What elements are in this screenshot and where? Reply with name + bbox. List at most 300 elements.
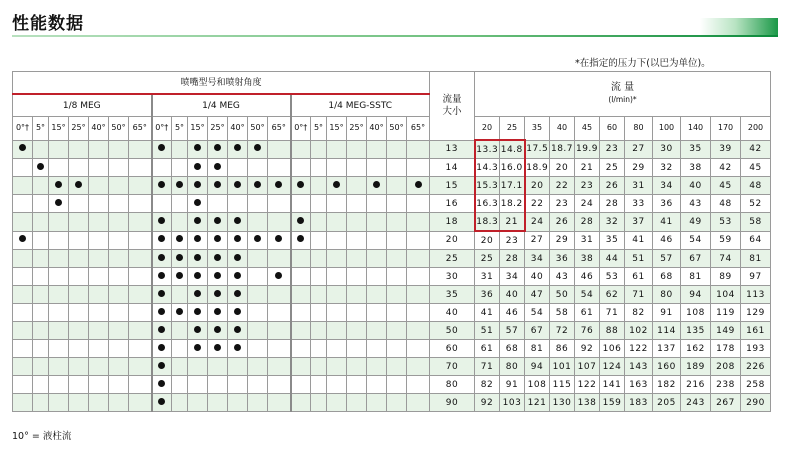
availability-dot xyxy=(415,181,422,188)
angle-cell xyxy=(367,376,387,394)
flow-value-cell: 13.3 xyxy=(475,140,500,159)
flow-size-cell: 25 xyxy=(430,250,475,268)
angle-cell xyxy=(387,394,407,412)
angle-cell xyxy=(129,195,152,213)
angle-cell xyxy=(248,376,268,394)
angle-cell xyxy=(109,268,129,286)
availability-dot xyxy=(214,235,221,242)
flow-value-cell: 238 xyxy=(711,376,741,394)
availability-dot xyxy=(194,163,201,170)
flow-value-cell: 122 xyxy=(575,376,600,394)
angle-cell xyxy=(208,250,228,268)
availability-dot xyxy=(254,181,261,188)
angle-cell xyxy=(367,340,387,358)
angle-cell xyxy=(152,394,172,412)
flow-size-cell: 90 xyxy=(430,394,475,412)
flow-size-cell: 70 xyxy=(430,358,475,376)
angle-cell xyxy=(327,231,347,250)
angle-cell xyxy=(188,159,208,177)
angle-cell xyxy=(208,322,228,340)
angle-cell xyxy=(152,250,172,268)
availability-dot xyxy=(254,235,261,242)
flow-value-cell: 44 xyxy=(600,250,625,268)
flow-value-cell: 48 xyxy=(711,195,741,213)
angle-cell xyxy=(188,250,208,268)
flow-value-cell: 34 xyxy=(525,250,550,268)
flow-value-cell: 193 xyxy=(741,340,771,358)
angle-cell xyxy=(387,268,407,286)
flow-value-cell: 71 xyxy=(475,358,500,376)
flow-value-cell: 53 xyxy=(600,268,625,286)
flow-value-cell: 30 xyxy=(653,140,681,159)
angle-cell xyxy=(208,177,228,195)
flow-value-cell: 18.7 xyxy=(550,140,575,159)
angle-cell xyxy=(152,304,172,322)
angle-cell xyxy=(268,195,291,213)
pressure-header: 25 xyxy=(500,117,525,141)
angle-cell xyxy=(268,231,291,250)
angle-cell xyxy=(387,140,407,159)
availability-dot xyxy=(176,308,183,315)
flow-value-cell: 20 xyxy=(550,159,575,177)
angle-cell xyxy=(311,376,327,394)
angle-cell xyxy=(248,213,268,232)
angle-cell xyxy=(129,231,152,250)
angle-cell xyxy=(291,231,311,250)
flow-value-cell: 23 xyxy=(575,177,600,195)
flow-value-cell: 86 xyxy=(550,340,575,358)
flow-value-cell: 258 xyxy=(741,376,771,394)
flow-value-cell: 28 xyxy=(575,213,600,232)
angle-cell xyxy=(129,394,152,412)
angle-cell xyxy=(248,286,268,304)
flow-value-cell: 226 xyxy=(741,358,771,376)
angle-cell xyxy=(248,140,268,159)
angle-cell xyxy=(89,268,109,286)
angle-cell xyxy=(172,304,188,322)
angle-cell xyxy=(13,286,33,304)
availability-dot xyxy=(194,326,201,333)
angle-cell xyxy=(33,250,49,268)
availability-dot xyxy=(158,144,165,151)
angle-cell xyxy=(208,213,228,232)
angle-cell xyxy=(311,140,327,159)
angle-cell xyxy=(208,358,228,376)
flow-value-cell: 183 xyxy=(625,394,653,412)
flow-value-cell: 80 xyxy=(653,286,681,304)
flow-size-cell: 60 xyxy=(430,340,475,358)
flow-value-cell: 129 xyxy=(741,304,771,322)
flow-value-cell: 121 xyxy=(525,394,550,412)
flow-header-label: 流 量 xyxy=(610,82,635,93)
flow-value-cell: 25 xyxy=(600,159,625,177)
flow-value-cell: 16.0 xyxy=(500,159,525,177)
angle-header: 0°† xyxy=(152,117,172,141)
availability-dot xyxy=(194,181,201,188)
flow-value-cell: 189 xyxy=(681,358,711,376)
angle-cell xyxy=(69,140,89,159)
flow-value-cell: 124 xyxy=(600,358,625,376)
pressure-header: 140 xyxy=(681,117,711,141)
angle-cell xyxy=(387,195,407,213)
flow-value-cell: 24 xyxy=(525,213,550,232)
angle-cell xyxy=(13,177,33,195)
flow-value-cell: 135 xyxy=(681,322,711,340)
pressure-header: 20 xyxy=(475,117,500,141)
flow-value-cell: 43 xyxy=(681,195,711,213)
angle-cell xyxy=(228,340,248,358)
flow-value-cell: 41 xyxy=(625,231,653,250)
angle-cell xyxy=(387,213,407,232)
angle-cell xyxy=(89,213,109,232)
angle-cell xyxy=(327,340,347,358)
flow-value-cell: 61 xyxy=(625,268,653,286)
availability-dot xyxy=(158,272,165,279)
angle-cell xyxy=(387,250,407,268)
angle-cell xyxy=(152,322,172,340)
angle-header: 25° xyxy=(208,117,228,141)
angle-cell xyxy=(327,159,347,177)
angle-cell xyxy=(13,250,33,268)
flow-value-cell: 91 xyxy=(500,376,525,394)
angle-header: 0°† xyxy=(291,117,311,141)
angle-cell xyxy=(228,140,248,159)
angle-cell xyxy=(291,358,311,376)
angle-cell xyxy=(228,231,248,250)
flow-value-cell: 161 xyxy=(741,322,771,340)
angle-cell xyxy=(291,250,311,268)
angle-cell xyxy=(347,195,367,213)
flow-value-cell: 26 xyxy=(600,177,625,195)
angle-cell xyxy=(347,340,367,358)
table-row xyxy=(13,250,771,268)
flow-size-cell: 80 xyxy=(430,376,475,394)
pressure-header: 40 xyxy=(550,117,575,141)
flow-value-cell: 34 xyxy=(653,177,681,195)
angle-cell xyxy=(311,322,327,340)
angle-cell xyxy=(291,340,311,358)
angle-cell xyxy=(89,195,109,213)
availability-dot xyxy=(158,380,165,387)
availability-dot xyxy=(176,235,183,242)
angle-cell xyxy=(291,286,311,304)
angle-cell xyxy=(33,340,49,358)
flow-value-cell: 35 xyxy=(600,231,625,250)
flow-value-cell: 42 xyxy=(741,140,771,159)
flow-value-cell: 20 xyxy=(525,177,550,195)
angle-cell xyxy=(407,268,430,286)
flow-value-cell: 27 xyxy=(625,140,653,159)
angle-cell xyxy=(367,213,387,232)
angle-cell xyxy=(69,231,89,250)
angle-cell xyxy=(407,340,430,358)
flow-value-cell: 71 xyxy=(625,286,653,304)
flow-value-cell: 57 xyxy=(500,322,525,340)
flow-value-cell: 76 xyxy=(575,322,600,340)
flow-value-cell: 108 xyxy=(525,376,550,394)
angle-cell xyxy=(188,268,208,286)
angle-cell xyxy=(49,159,69,177)
flow-value-cell: 267 xyxy=(711,394,741,412)
flow-value-cell: 58 xyxy=(550,304,575,322)
flow-value-cell: 23 xyxy=(550,195,575,213)
angle-cell xyxy=(347,394,367,412)
angle-cell xyxy=(268,376,291,394)
flow-value-cell: 68 xyxy=(653,268,681,286)
availability-dot xyxy=(158,290,165,297)
angle-cell xyxy=(109,140,129,159)
flow-value-cell: 61 xyxy=(475,340,500,358)
angle-cell xyxy=(13,268,33,286)
flow-value-cell: 31 xyxy=(575,231,600,250)
angle-cell xyxy=(248,231,268,250)
angle-cell xyxy=(89,286,109,304)
angle-cell xyxy=(188,286,208,304)
table-row xyxy=(13,213,771,232)
availability-dot xyxy=(158,326,165,333)
angle-cell xyxy=(407,286,430,304)
angle-cell xyxy=(129,268,152,286)
availability-dot xyxy=(214,144,221,151)
angle-cell xyxy=(188,213,208,232)
angle-cell xyxy=(367,394,387,412)
angle-cell xyxy=(172,322,188,340)
angle-cell xyxy=(69,177,89,195)
angle-cell xyxy=(228,177,248,195)
angle-cell xyxy=(268,322,291,340)
flow-value-cell: 35 xyxy=(681,140,711,159)
angle-cell xyxy=(367,358,387,376)
availability-dot xyxy=(158,254,165,261)
angle-cell xyxy=(49,268,69,286)
angle-cell xyxy=(13,195,33,213)
angle-cell xyxy=(172,286,188,304)
flow-value-cell: 137 xyxy=(653,340,681,358)
angle-cell xyxy=(291,177,311,195)
angle-cell xyxy=(347,250,367,268)
flow-value-cell: 36 xyxy=(653,195,681,213)
angle-cell xyxy=(188,177,208,195)
angle-cell xyxy=(33,231,49,250)
flow-value-cell: 31 xyxy=(625,177,653,195)
angle-cell xyxy=(49,250,69,268)
flow-size-cell: 50 xyxy=(430,322,475,340)
angle-cell xyxy=(208,268,228,286)
flow-value-cell: 28 xyxy=(500,250,525,268)
angle-cell xyxy=(152,340,172,358)
angle-cell xyxy=(327,394,347,412)
angle-cell xyxy=(152,140,172,159)
angle-cell xyxy=(49,394,69,412)
angle-cell xyxy=(387,304,407,322)
flow-value-cell: 14.3 xyxy=(475,159,500,177)
angle-header: 40° xyxy=(228,117,248,141)
angle-cell xyxy=(327,250,347,268)
flow-value-cell: 91 xyxy=(653,304,681,322)
flow-value-cell: 67 xyxy=(681,250,711,268)
availability-dot xyxy=(234,181,241,188)
availability-dot xyxy=(158,181,165,188)
availability-dot xyxy=(158,217,165,224)
angle-cell xyxy=(109,213,129,232)
flow-value-cell: 208 xyxy=(711,358,741,376)
flow-size-cell: 30 xyxy=(430,268,475,286)
flow-value-cell: 33 xyxy=(625,195,653,213)
flow-value-cell: 106 xyxy=(600,340,625,358)
flow-value-cell: 34 xyxy=(500,268,525,286)
availability-dot xyxy=(234,235,241,242)
angle-cell xyxy=(89,394,109,412)
angle-cell xyxy=(33,394,49,412)
availability-dot xyxy=(234,254,241,261)
angle-cell xyxy=(367,304,387,322)
angle-cell xyxy=(208,159,228,177)
availability-dot xyxy=(194,217,201,224)
flow-value-cell: 92 xyxy=(475,394,500,412)
flow-value-cell: 15.3 xyxy=(475,177,500,195)
angle-cell xyxy=(89,340,109,358)
availability-dot xyxy=(19,144,26,151)
flow-value-cell: 114 xyxy=(653,322,681,340)
angle-header: 5° xyxy=(33,117,49,141)
flow-value-cell: 51 xyxy=(475,322,500,340)
angle-cell xyxy=(248,304,268,322)
angle-cell xyxy=(49,304,69,322)
angle-cell xyxy=(129,286,152,304)
flow-value-cell: 16.3 xyxy=(475,195,500,213)
angle-cell xyxy=(208,140,228,159)
angle-cell xyxy=(407,140,430,159)
flow-value-cell: 102 xyxy=(625,322,653,340)
angle-cell xyxy=(188,231,208,250)
angle-cell xyxy=(13,213,33,232)
angle-cell xyxy=(89,304,109,322)
angle-cell xyxy=(49,195,69,213)
flow-size-cell: 18 xyxy=(430,213,475,232)
pressure-header: 35 xyxy=(525,117,550,141)
angle-cell xyxy=(109,250,129,268)
angle-cell xyxy=(311,304,327,322)
angle-cell xyxy=(367,250,387,268)
angle-cell xyxy=(49,286,69,304)
table-row xyxy=(13,358,771,376)
angle-cell xyxy=(347,286,367,304)
flow-value-cell: 108 xyxy=(681,304,711,322)
availability-dot xyxy=(234,326,241,333)
angle-cell xyxy=(311,268,327,286)
availability-dot xyxy=(214,217,221,224)
pressure-header: 200 xyxy=(741,117,771,141)
table-row xyxy=(13,177,771,195)
availability-dot xyxy=(275,235,282,242)
flow-value-cell: 37 xyxy=(625,213,653,232)
angle-cell xyxy=(152,376,172,394)
flow-size-cell: 35 xyxy=(430,286,475,304)
angle-cell xyxy=(129,358,152,376)
angle-cell xyxy=(311,340,327,358)
flow-value-cell: 80 xyxy=(500,358,525,376)
angle-header: 25° xyxy=(69,117,89,141)
angle-cell xyxy=(268,304,291,322)
availability-dot xyxy=(254,144,261,151)
page-title: 性能数据 xyxy=(12,14,84,34)
angle-cell xyxy=(172,231,188,250)
flow-value-cell: 103 xyxy=(500,394,525,412)
availability-dot xyxy=(176,181,183,188)
table-row xyxy=(13,322,771,340)
angle-cell xyxy=(152,268,172,286)
angle-header: 50° xyxy=(109,117,129,141)
flow-value-cell: 18.3 xyxy=(475,213,500,232)
angle-cell xyxy=(327,177,347,195)
angle-cell xyxy=(89,358,109,376)
flow-value-cell: 162 xyxy=(681,340,711,358)
angle-cell xyxy=(13,140,33,159)
angle-cell xyxy=(268,159,291,177)
pressure-header: 60 xyxy=(600,117,625,141)
angle-header: 65° xyxy=(407,117,430,141)
table-row xyxy=(13,140,771,159)
angle-cell xyxy=(327,213,347,232)
flow-value-cell: 23 xyxy=(600,140,625,159)
availability-dot xyxy=(234,144,241,151)
angle-cell xyxy=(13,340,33,358)
flow-value-cell: 17.1 xyxy=(500,177,525,195)
flow-value-cell: 46 xyxy=(500,304,525,322)
angle-cell xyxy=(248,250,268,268)
angle-cell xyxy=(347,268,367,286)
angle-cell xyxy=(407,358,430,376)
angle-cell xyxy=(367,195,387,213)
angle-cell xyxy=(367,140,387,159)
angle-cell xyxy=(109,376,129,394)
flow-value-cell: 178 xyxy=(711,340,741,358)
angle-cell xyxy=(69,394,89,412)
angle-cell xyxy=(248,268,268,286)
availability-dot xyxy=(234,308,241,315)
flow-size-cell: 20 xyxy=(430,231,475,250)
flow-value-cell: 101 xyxy=(550,358,575,376)
angle-cell xyxy=(69,358,89,376)
availability-dot xyxy=(297,181,304,188)
angle-cell xyxy=(228,268,248,286)
angle-cell xyxy=(327,268,347,286)
flow-size-cell: 16 xyxy=(430,195,475,213)
angle-cell xyxy=(347,159,367,177)
angle-cell xyxy=(367,322,387,340)
angle-cell xyxy=(109,304,129,322)
availability-dot xyxy=(55,181,62,188)
angle-cell xyxy=(172,250,188,268)
flow-value-cell: 42 xyxy=(711,159,741,177)
availability-dot xyxy=(194,272,201,279)
angle-cell xyxy=(268,394,291,412)
angle-cell xyxy=(129,177,152,195)
flow-size-header: 流量 大小 xyxy=(430,72,475,141)
angle-cell xyxy=(367,231,387,250)
pressure-note: *在指定的压力下(以巴为单位)。 xyxy=(575,58,711,69)
table-row xyxy=(13,195,771,213)
flow-value-cell: 72 xyxy=(550,322,575,340)
angle-cell xyxy=(13,376,33,394)
angle-header: 65° xyxy=(129,117,152,141)
flow-value-cell: 92 xyxy=(575,340,600,358)
pressure-header: 80 xyxy=(625,117,653,141)
angle-cell xyxy=(248,195,268,213)
flow-value-cell: 81 xyxy=(525,340,550,358)
angle-cell xyxy=(291,304,311,322)
angle-cell xyxy=(367,177,387,195)
